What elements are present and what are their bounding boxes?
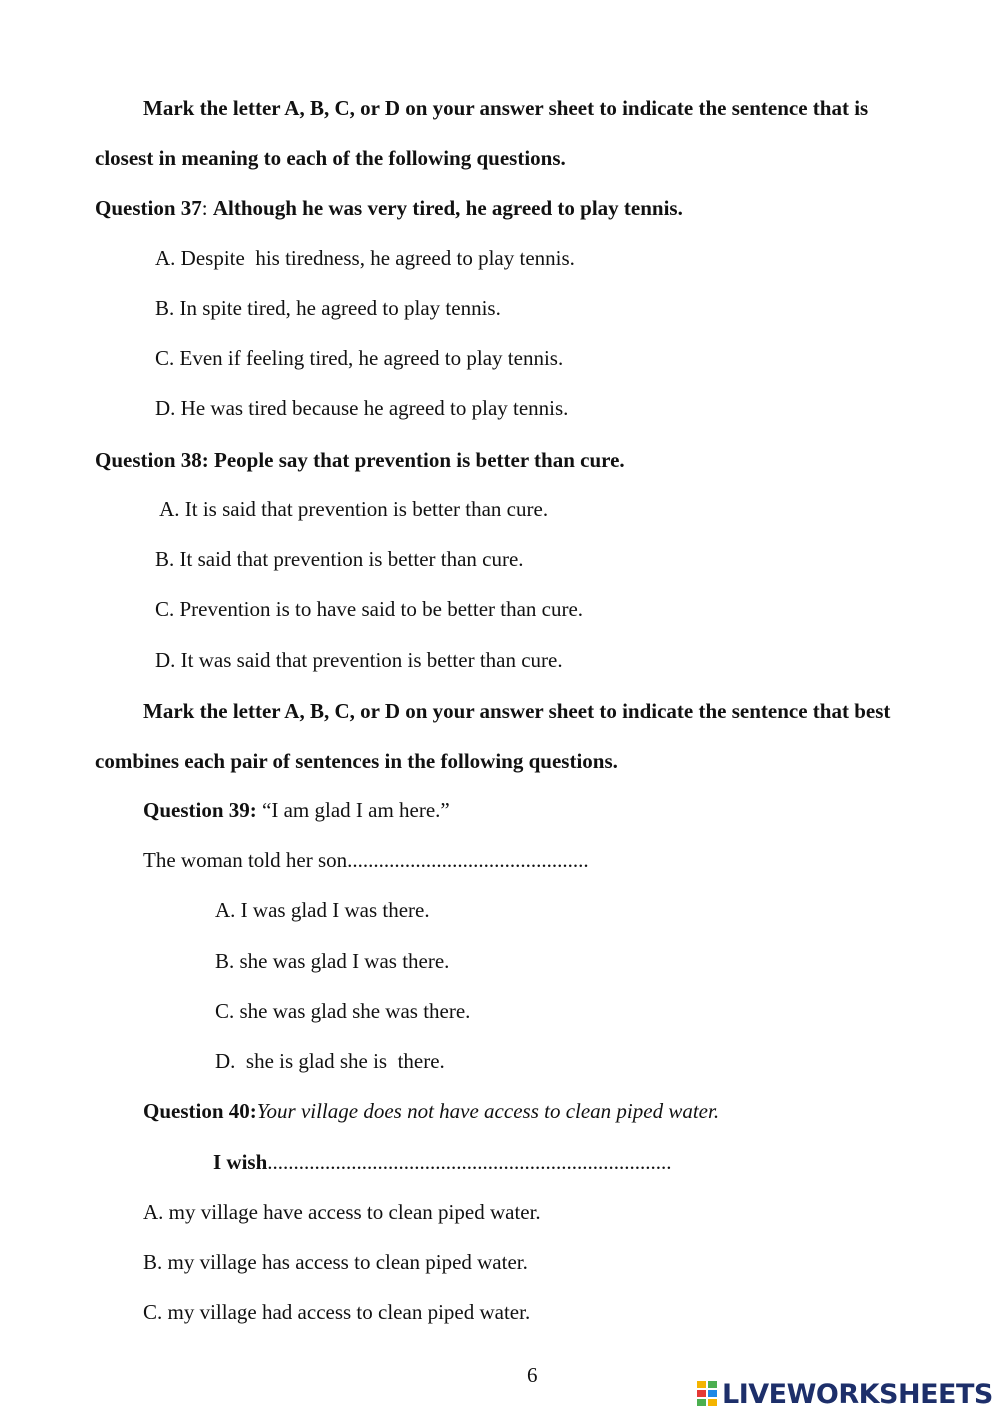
question-37-heading xyxy=(95,198,683,219)
question-38-option-d[interactable]: D. It was said that prevention is better than cure. xyxy=(155,648,563,672)
question-39-option-a[interactable]: A. I was glad I was there. xyxy=(215,898,430,922)
page-number: 6 xyxy=(527,1363,538,1387)
question-39-heading xyxy=(143,800,450,821)
question-39-prompt: “I am glad I am here.” xyxy=(256,798,450,822)
section1-instruction-line2: closest in meaning to each of the following questions. xyxy=(95,146,566,170)
section1-instruction-line1: Mark the letter A, B, C, or D on your answer sheet to indicate the sentence that is xyxy=(143,96,869,120)
question-37-option-c[interactable]: C. Even if feeling tired, he agreed to play tennis. xyxy=(155,346,564,370)
question-40-option-a[interactable]: A. my village have access to clean piped water. xyxy=(143,1200,541,1224)
question-39-option-b[interactable]: B. she was glad I was there. xyxy=(215,949,450,973)
liveworksheets-logo-icon xyxy=(697,1381,719,1407)
question-40-stem xyxy=(213,1152,672,1173)
liveworksheets-logo xyxy=(697,1378,993,1410)
section2-instruction-line1: Mark the letter A, B, C, or D on your answer sheet to indicate the sentence that best xyxy=(143,699,891,723)
question-38-option-b[interactable]: B. It said that prevention is better than cure. xyxy=(155,547,524,571)
question-40-heading xyxy=(143,1101,719,1122)
question-39-option-c[interactable]: C. she was glad she was there. xyxy=(215,999,471,1023)
question-37-option-d[interactable]: D. He was tired because he agreed to play tennis. xyxy=(155,396,569,420)
question-40-prompt: Your village does not have access to clean piped water. xyxy=(256,1099,720,1123)
question-40-label: Question 40: xyxy=(143,1099,257,1123)
question-37-label: Question 37 xyxy=(95,196,202,220)
question-40-option-c[interactable]: C. my village had access to clean piped water. xyxy=(143,1300,531,1324)
question-40-option-b[interactable]: B. my village has access to clean piped water. xyxy=(143,1250,528,1274)
question-39-option-d[interactable]: D. she is glad she is there. xyxy=(215,1049,445,1073)
question-40-stem-dots: ............................................................................. xyxy=(267,1150,672,1174)
question-38-option-a[interactable]: A. It is said that prevention is better than cure. xyxy=(155,497,549,521)
question-40-stem-bold: I wish xyxy=(213,1150,268,1174)
section2-instruction-line2: combines each pair of sentences in the following questions. xyxy=(95,749,618,773)
question-39-stem: The woman told her son.............................................. xyxy=(143,848,589,872)
question-37-option-b[interactable]: B. In spite tired, he agreed to play tennis. xyxy=(155,296,501,320)
question-37-colon: : xyxy=(201,196,213,220)
question-37-option-a[interactable]: A. Despite his tiredness, he agreed to play tennis. xyxy=(155,246,575,270)
question-37-prompt: Although he was very tired, he agreed to play tennis. xyxy=(212,196,683,220)
question-39-label: Question 39: xyxy=(143,798,257,822)
question-38-option-c[interactable]: C. Prevention is to have said to be better than cure. xyxy=(155,597,584,621)
question-38-heading: Question 38: People say that prevention is better than cure. xyxy=(95,448,625,472)
liveworksheets-logo-text: LIVEWORKSHEETS xyxy=(722,1378,993,1410)
